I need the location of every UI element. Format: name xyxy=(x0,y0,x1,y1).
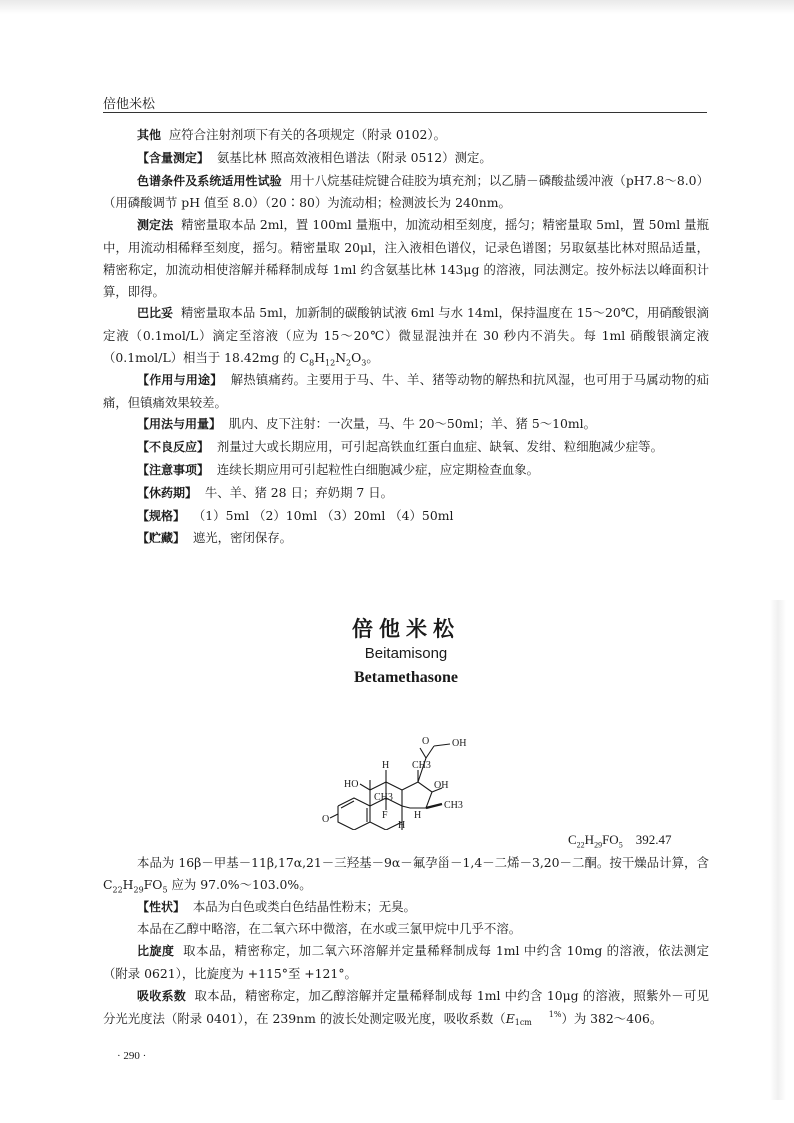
text-chromatography: 用十八烷基硅烷键合硅胶为填充剂；以乙腈－磷酸盐缓冲液（pH7.8～8.0）（用磷酸调节 pH 值至 8.0）（20∶80）为流动相；检测波长为 240nm。 xyxy=(103,172,709,211)
para-barbital: 巴比妥 精密量取本品 5ml，加新制的碳酸钠试液 6ml 与水 14ml，保持温度在 15～20℃，用硝酸银滴定液（0.1mol/L）滴定至溶液（应为 15～20℃）微显混浊并在 30 秒内不消失。每 1ml 硝酸银滴定液（0.1mol/L）相当于 18.42mg 的 $C_8H_{12}N_2O_3$。 xyxy=(103,305,709,368)
label-assay: 【含量测定】 xyxy=(137,150,210,165)
title-chinese: 倍他米松 xyxy=(352,617,460,641)
label-h2: H xyxy=(414,810,422,821)
label-h3: H xyxy=(398,820,406,830)
text-other: 应符合注射剂项下有关的各项规定（附录 0102）。 xyxy=(168,127,446,142)
text-barbital: 精密量取本品 5ml，加新制的碳酸钠试液 6ml 与水 14ml，保持温度在 15～20℃，用硝酸银滴定液（0.1mol/L）滴定至溶液（应为 15～20℃）微显混浊并在 30 秒内不消失。每 1ml 硝酸银滴定液（0.1mol/L）相当于 18.42mg 的 xyxy=(103,305,709,365)
text-absorption-1: 取本品，精密称定，加乙醇溶解并定量稀释制成每 1ml 中约含 10μg 的溶液，照紫外－可见分光光度法（附录 0401），在 239nm 的波长处测定吸光度，吸收系数（ xyxy=(103,987,709,1026)
molecular-formula xyxy=(568,832,671,848)
para-absorption xyxy=(103,985,709,1030)
label-o-top: O xyxy=(422,736,430,747)
label-chromatography: 色谱条件及系统适用性试验 xyxy=(137,173,282,188)
para-characters xyxy=(103,896,709,919)
text-characters: 本品为白色或类白色结晶性粉末；无臭。 xyxy=(192,898,416,914)
page-edge-shadow xyxy=(770,600,786,1100)
para-rotation xyxy=(103,940,709,985)
label-oh-mid: OH xyxy=(434,780,449,791)
label-oh-top: OH xyxy=(452,738,467,749)
label-barbital: 巴比妥 xyxy=(137,306,174,321)
label-dosage: 【用法与用量】 xyxy=(137,417,222,432)
title-english: Betamethasone xyxy=(354,669,458,686)
label-absorption: 吸收系数 xyxy=(137,988,187,1003)
e-scripts xyxy=(515,1011,562,1027)
para-spec xyxy=(103,505,709,528)
label-use: 【作用与用途】 xyxy=(137,372,223,387)
para-solubility: 本品在乙醇中略溶，在二氧六环中微溶，在水或三氯甲烷中几乎不溶。 xyxy=(137,921,522,937)
e-symbol: E xyxy=(505,1010,515,1026)
page-number: · 290 · xyxy=(117,1050,147,1062)
text-method: 精密量取本品 2ml，置 100ml 量瓶中，加流动相至刻度，摇匀；精密量取 5ml，置 50ml 量瓶中，用流动相稀释至刻度，摇匀。精密量取 20μl，注入液相色谱仪，记录色谱图；另取氨基比林对照品适量，精密称定，加流动相使溶解并稀释制成每 1ml 约含氨基比林 143μg 的溶液，同法测定。按外标法以峰面积计算，即得。 xyxy=(103,217,709,299)
structural-formula xyxy=(322,718,522,830)
top-edge xyxy=(0,0,794,14)
label-storage: 【贮藏】 xyxy=(137,531,186,546)
para-dosage xyxy=(103,413,709,436)
text-storage: 遮光，密闭保存。 xyxy=(192,530,293,546)
label-withdrawal: 【休药期】 xyxy=(137,485,198,500)
para-description xyxy=(103,852,709,896)
section-betamethasone xyxy=(103,852,709,1029)
label-caution: 【注意事项】 xyxy=(137,462,210,477)
text-spec: （1）5ml （2）10ml （3）20ml （4）50ml xyxy=(192,507,454,523)
text-adverse: 剂量过大或长期应用，可引起高铁血红蛋白血症、缺氧、发绀、粒细胞减少症等。 xyxy=(216,439,663,455)
para-chromatography xyxy=(103,170,709,215)
text-use: 解热镇痛药。主要用于马、牛、羊、猪等动物的解热和抗风湿，也可用于马属动物的疝痛，但镇痛效果较差。 xyxy=(103,371,709,410)
para-storage xyxy=(103,527,709,550)
text-rotation: 取本品，精密称定，加二氧六环溶解并定量稀释制成每 1ml 中约含 10mg 的溶液，依法测定（附录 0621），比旋度为 +115°至 +121°。 xyxy=(103,943,709,981)
label-ch3-b: CH3 xyxy=(374,792,393,803)
text-dosage: 肌内、皮下注射：一次量，马、牛 20～50ml；羊、猪 5～10ml。 xyxy=(228,416,596,432)
para-use xyxy=(103,369,709,414)
label-adverse: 【不良反应】 xyxy=(137,440,210,455)
header-rule xyxy=(103,112,707,113)
section-previous-monograph xyxy=(103,124,709,550)
e-sub: 1cm xyxy=(514,1018,532,1028)
text-absorption-2: ）为 382～406。 xyxy=(561,1010,663,1026)
label-h1: H xyxy=(382,760,390,771)
desc-formula: $C_{22}H_{29}FO_5$ xyxy=(103,876,168,895)
label-characters: 【性状】 xyxy=(137,899,186,914)
para-method xyxy=(103,214,709,302)
para-other xyxy=(103,124,709,147)
para-caution xyxy=(103,459,709,482)
text-description-1: 本品为 16β－甲基－11β,17α,21－三羟基－9α－氟孕甾－1,4－二烯－3,20－二酮。按干燥品计算，含 xyxy=(137,855,709,870)
text-caution: 连续长期应用可引起粒性白细胞减少症，应定期检查血象。 xyxy=(216,461,540,477)
e-sup: 1% xyxy=(548,1010,562,1020)
label-ch3-a: CH3 xyxy=(412,760,431,771)
label-o-left: O xyxy=(322,814,330,825)
label-ch3-c: CH3 xyxy=(444,800,463,811)
running-head: 倍他米松 xyxy=(103,97,156,112)
text-withdrawal: 牛、羊、猪 28 日；弃奶期 7 日。 xyxy=(204,484,393,500)
title-pinyin: Beitamisong xyxy=(364,645,448,662)
label-other: 其他 xyxy=(137,128,162,142)
para-withdrawal xyxy=(103,482,709,505)
para-adverse xyxy=(103,436,709,459)
monograph-title xyxy=(103,616,709,690)
text-assay: 氨基比林 照高效液相色谱法（附录 0512）测定。 xyxy=(216,149,492,165)
text-description-2: 应为 97.0%～103.0%。 xyxy=(171,876,312,892)
label-spec: 【规格】 xyxy=(137,508,186,523)
label-f: F xyxy=(382,810,388,821)
label-ho: HO xyxy=(344,779,359,790)
formula-text: $C_{22}H_{29}FO_5$ xyxy=(568,832,623,850)
para-assay xyxy=(103,147,709,170)
label-rotation: 比旋度 xyxy=(137,944,175,959)
molecular-weight: 392.47 xyxy=(635,832,672,847)
label-method: 测定法 xyxy=(137,218,174,233)
barbital-formula: $C_8H_{12}N_2O_3$ xyxy=(299,349,367,368)
